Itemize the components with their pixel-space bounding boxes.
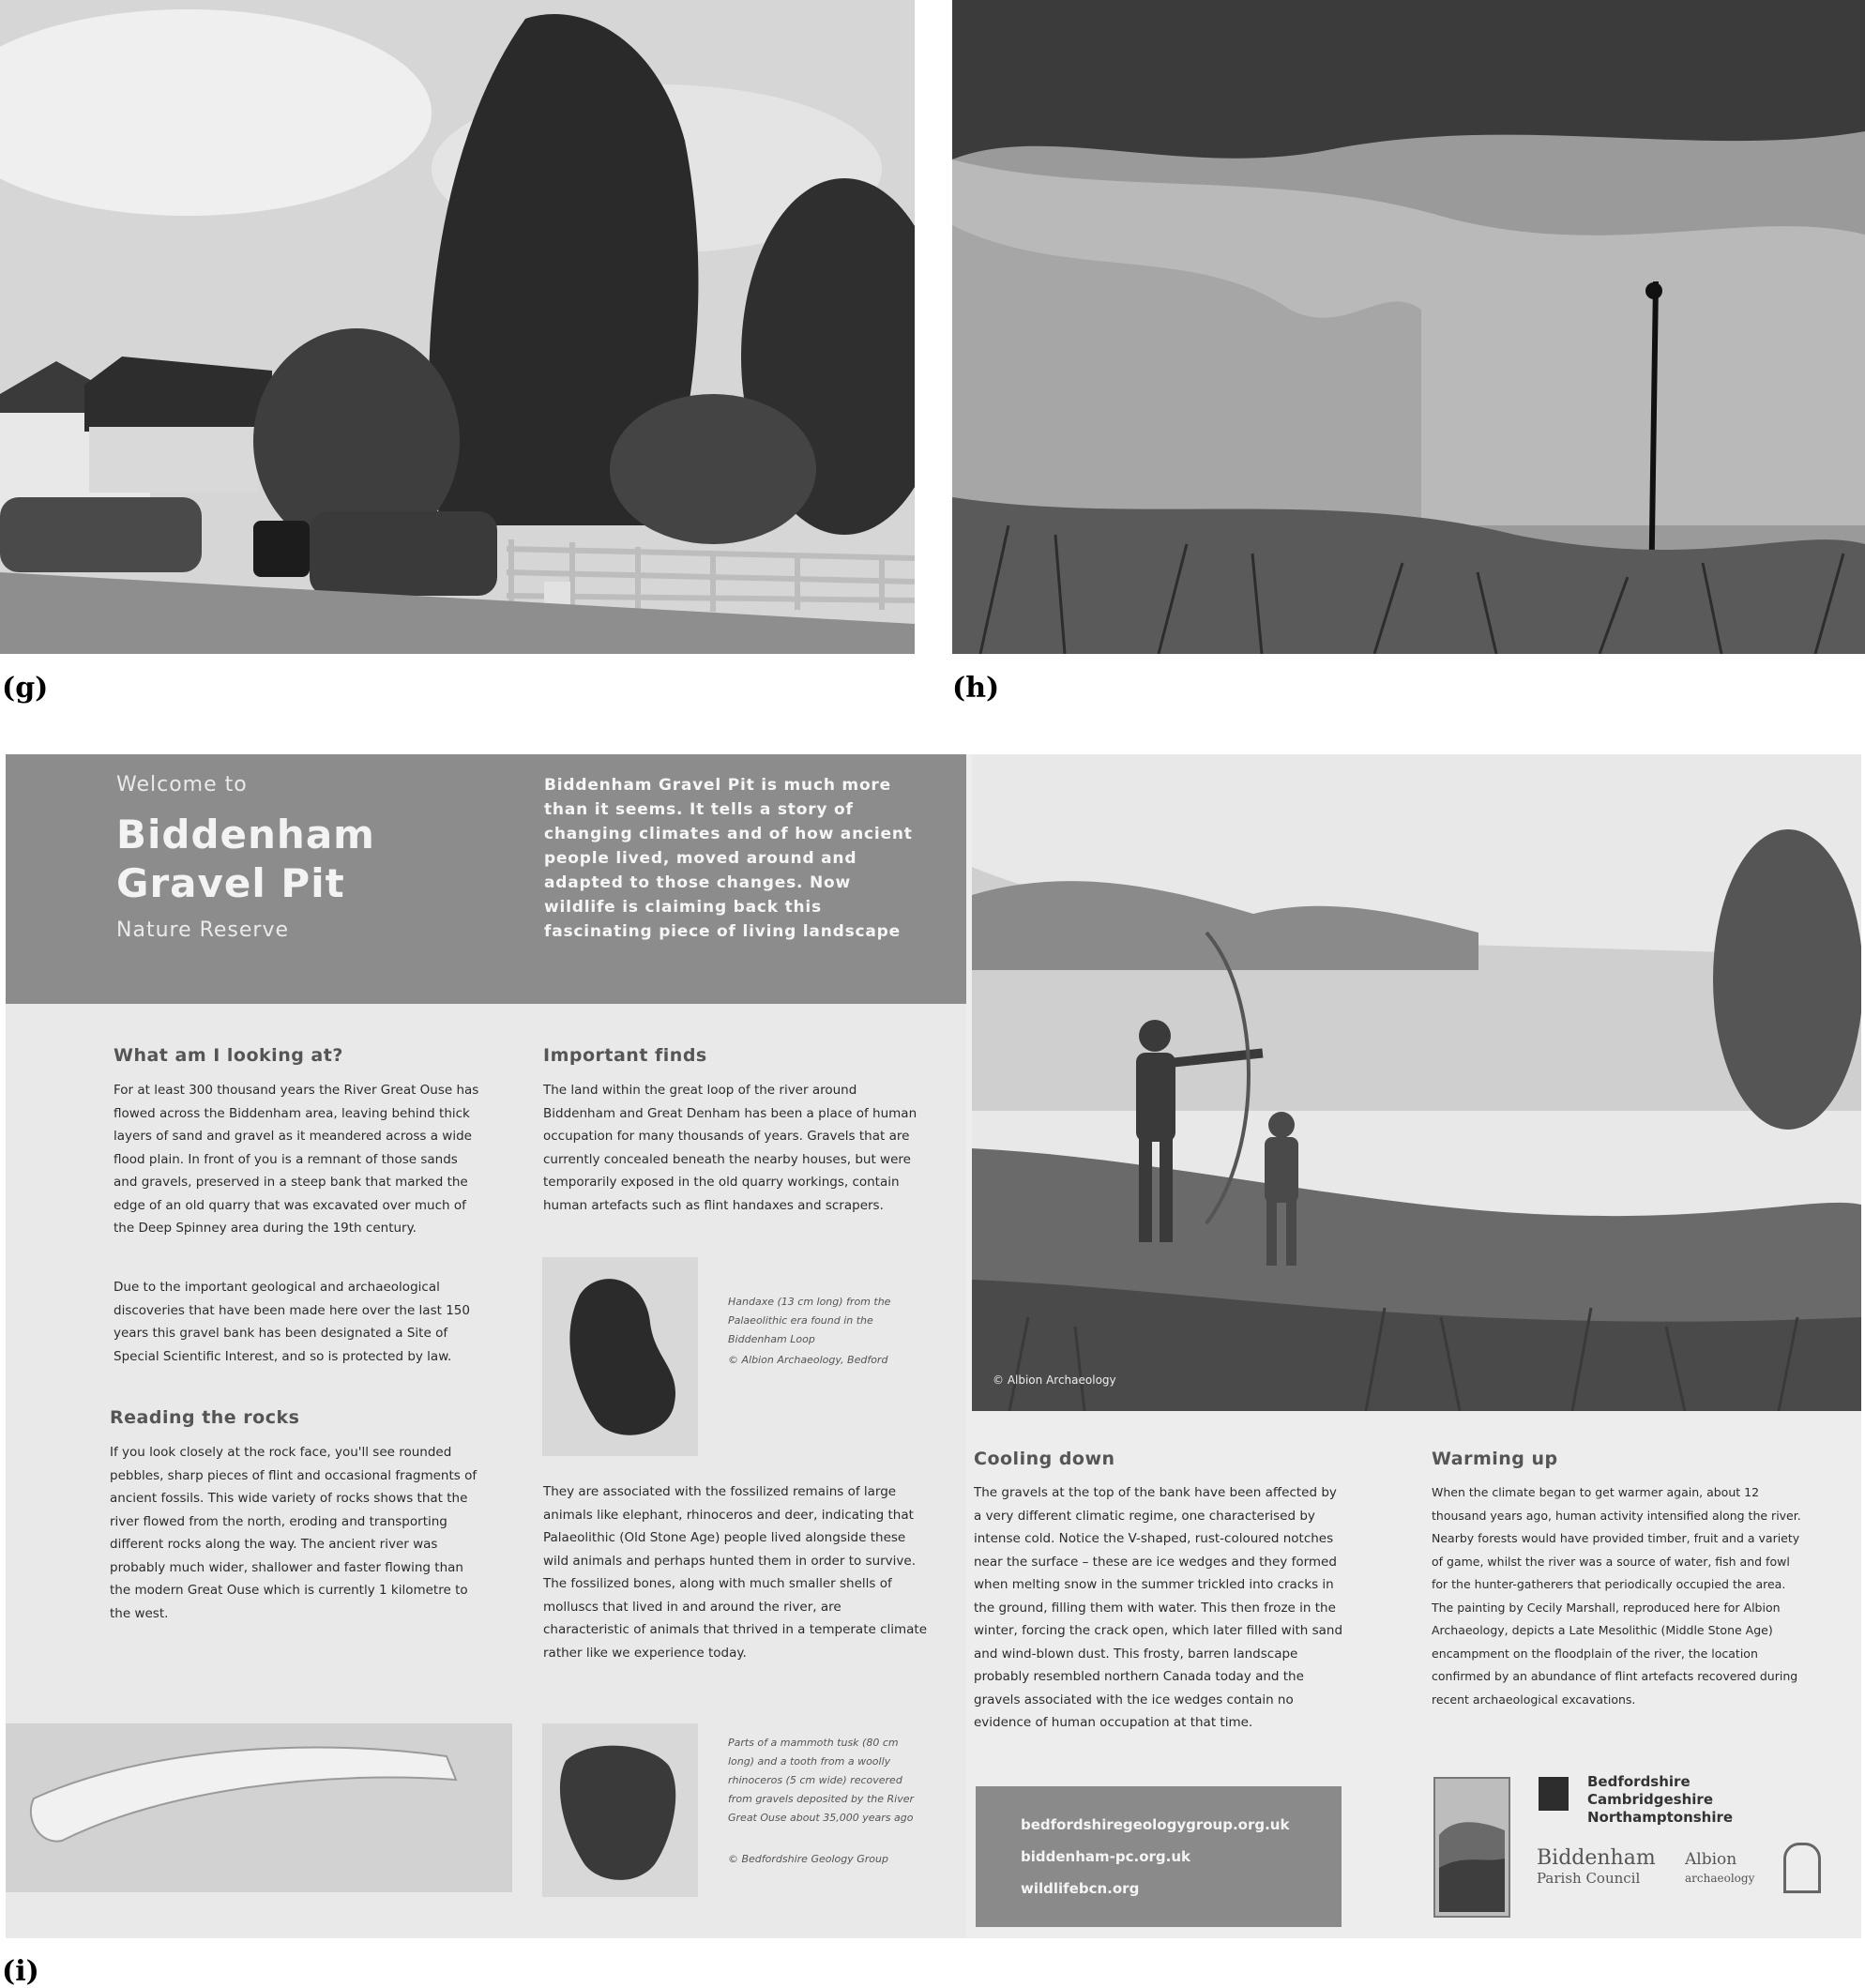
handaxe-illustration [542,1257,698,1456]
sign-title-line1: Biddenham [116,812,375,857]
photo-gravel-bank [952,0,1865,654]
heading-cooling-down: Cooling down [974,1449,1115,1469]
photo-street-scene [0,0,915,654]
text-what-am-i-looking-at-1: For at least 300 thousand years the River Great Ouse has flowed across the Biddenham area, leaving behind thick layers of sand and gravel as it meandered across a wide flood plain. In front of you is a remnant of those sands and gravels, preserved in a steep bank that marked the edge of an old quarry that was excavated over much of the Deep Spinney area during the 19th century. [114,1083,479,1236]
heading-warming-up: Warming up [1432,1449,1558,1469]
sign-welcome: Welcome to [116,773,248,797]
panel-label-i: (i) [2,1955,39,1988]
web-links-box [976,1786,1342,1927]
geology-group-logo [1433,1777,1510,1918]
photo-interpretation-sign [6,754,1861,1938]
heading-what-am-i-looking-at: What am I looking at? [114,1045,343,1066]
rhino-tooth-illustration [542,1723,698,1897]
sign-title-line2: Gravel Pit [116,860,345,906]
panel-label-h: (h) [952,672,1000,705]
heading-important-finds: Important finds [543,1045,707,1066]
parish-council-logo [1537,1847,1656,1887]
albion-subtitle: archaeology [1685,1872,1755,1885]
parish-council-label: Parish Council [1537,1870,1641,1887]
parish-name: Biddenham [1537,1846,1656,1870]
albion-name: Albion [1685,1850,1737,1869]
tusk-credit: © Bedfordshire Geology Group [728,1853,888,1865]
handaxe-credit: © Albion Archaeology, Bedford [728,1354,888,1366]
wildlife-trust-line1: Bedfordshire [1587,1773,1691,1790]
tusk-caption: Parts of a mammoth tusk (80 cm long) and a tooth from a woolly rhinoceros (5 cm wide) recovered from gravels deposited by the River Great Ouse about 35,000 years ago [728,1737,914,1824]
handaxe-caption: Handaxe (13 cm long) from the Palaeolithic era found in the Biddenham Loop [728,1296,891,1345]
mammoth-tusk-photo [6,1723,512,1892]
panel-label-g: (g) [2,672,49,705]
wildlife-trust-badger-icon [1539,1777,1569,1811]
text-important-finds-2: They are associated with the fossilized remains of large animals like elephant, rhinoceros and deer, indicating that Palaeolithic (Old Stone Age) people lived alongside these wild animals and perhaps hunted them in order to survive. The fossilized bones, along with much smaller shells of molluscs that lived in and around the river, are characteristic of animals that thrived in a temperate climate rather like we experience today. [543,1484,928,1661]
link-parish-council[interactable]: biddenham-pc.org.uk [1021,1848,1190,1865]
geology-group-logo-graphic [1435,1779,1509,1916]
text-warming-up: When the climate began to get warmer again, about 12 thousand years ago, human activity intensified along the river. Nearby forests would have provided timber, fruit and a variety of game, whilst the river was a source of water, fish and fowl for the hunter-gatherers that periodically occupied the area. The painting by Cecily Marshall, reproduced here for Albion Archaeology, depicts a Late Mesolithic (Middle Stone Age) encampment on the floodplain of the river, the location confirmed by an abundance of flint artefacts recovered during recent archaeological excavations. [1432,1485,1801,1707]
handaxe-photo [542,1257,698,1456]
gravel-bank-illustration [952,0,1865,654]
wildlife-trust-name [1587,1773,1733,1827]
mammoth-tusk-illustration [6,1723,512,1892]
text-cooling-down: The gravels at the top of the bank have been affected by a very different climatic regime, one characterised by intense cold. Notice the V-shaped, rust-coloured notches near the surface – these are ice wedges and they formed when melting snow in the summer trickled into cracks in the ground, filling them with water. This then froze in the winter, forcing the crack open, which later filled with sand and wind-blown dust. This frosty, barren landscape probably resembled northern Canada today and the gravels associated with the ice wedges contain no evidence of human occupation at that time. [974,1485,1343,1730]
wildlife-trust-line3: Northamptonshire [1587,1809,1734,1826]
wildlife-trust-line2: Cambridgeshire [1587,1791,1714,1808]
sign-header [6,754,966,1004]
albion-arch-icon [1783,1843,1821,1893]
heading-reading-the-rocks: Reading the rocks [110,1407,300,1428]
text-important-finds-1: The land within the great loop of the river around Biddenham and Great Denham has been a place of human occupation for many thousands of years. Gravels that are currently concealed beneath the nearby houses, but were temporarily exposed in the old quarry workings, contain human artefacts such as flint handaxes and scrapers. [543,1083,917,1213]
albion-archaeology-logo [1685,1850,1754,1888]
sign-subtitle: Nature Reserve [116,918,290,942]
text-reading-the-rocks: If you look closely at the rock face, you'll see rounded pebbles, sharp pieces of flint and occasional fragments of ancient fossils. This wide variety of rocks shows that the river flowed from the north, eroding and transporting different rocks along the way. The ancient river was probably much wider, shallower and faster flowing than the modern Great Ouse which is currently 1 kilometre to the west. [110,1445,478,1621]
street-scene-illustration [0,0,915,654]
sign-body [6,1004,966,1938]
sign-intro: Biddenham Gravel Pit is much more than it seems. It tells a story of changing climates and of how ancient people lived, moved around and adapted to those changes. Now wildlife is claiming back this fascinating piece of living landscape [544,776,913,941]
text-what-am-i-looking-at-2: Due to the important geological and archaeological discoveries that have been made here over the last 150 years this gravel bank has been designated a Site of Special Scientific Interest, and so is protected by law. [114,1280,470,1364]
rhino-tooth-photo [542,1723,698,1897]
painting-credit: © Albion Archaeology [993,1373,1116,1387]
link-geology-group[interactable]: bedfordshiregeologygroup.org.uk [1021,1816,1290,1833]
mesolithic-painting [972,754,1861,1411]
link-wildlife-trust[interactable]: wildlifebcn.org [1021,1880,1140,1897]
mesolithic-painting-illustration [972,754,1861,1411]
